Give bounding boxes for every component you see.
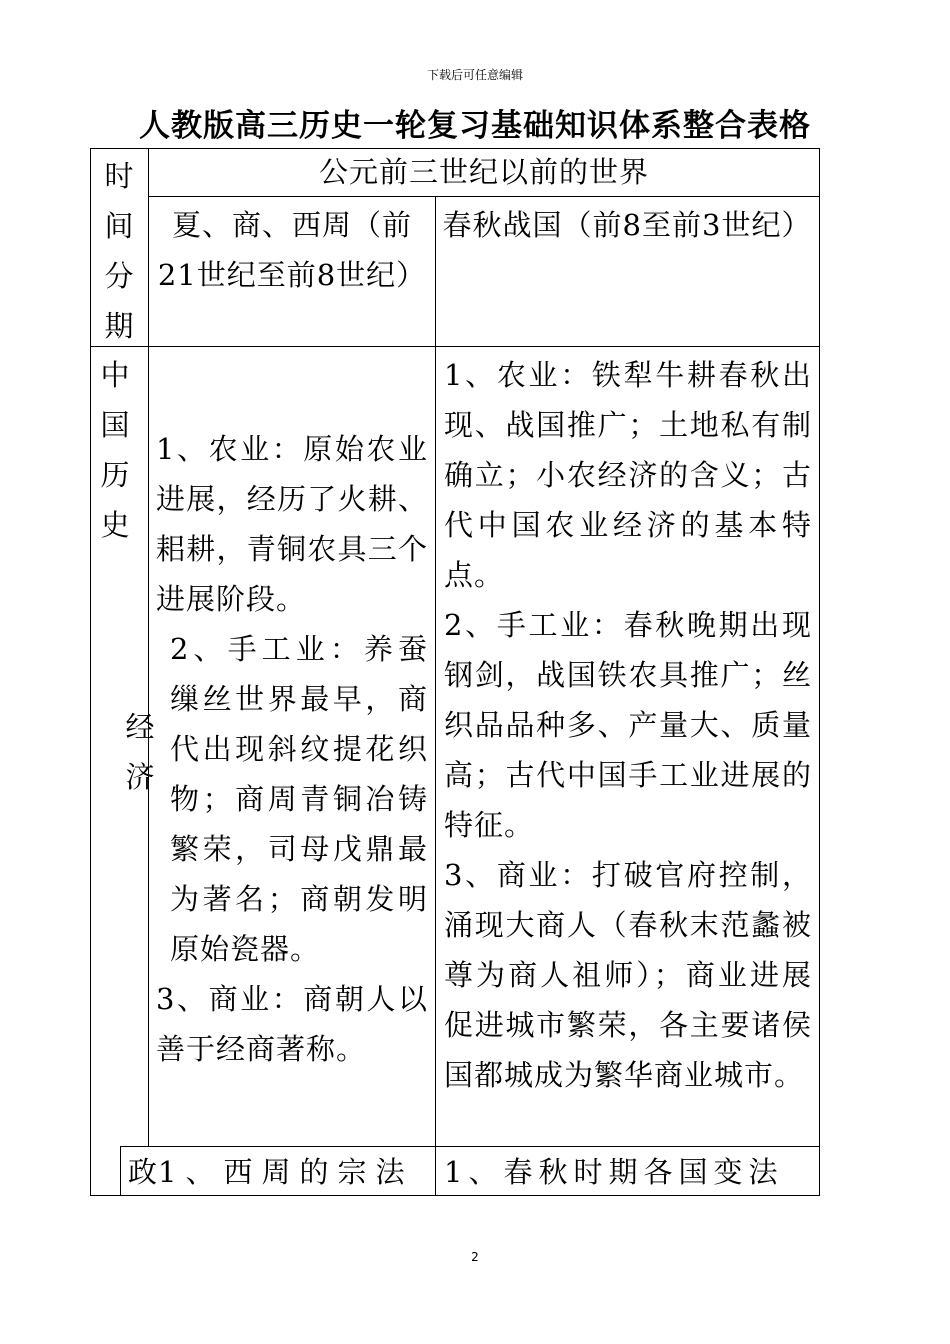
row-group-china-history: [100, 350, 130, 550]
page-number: 2: [471, 1250, 479, 1264]
col1-header: 夏、商、西周（前21世纪至前8世纪）: [157, 208, 427, 292]
knowledge-table: [90, 148, 820, 1196]
table-border-left: [90, 148, 91, 1196]
economy-spring-autumn-warring-states: [444, 350, 812, 1100]
economy-label-text: 经济: [125, 710, 155, 794]
table-line-era: [148, 196, 820, 197]
document-title: 人教版高三历史一轮复习基础知识体系整合表格: [139, 108, 811, 144]
table-line-group: [120, 1146, 121, 1196]
economy-col2-item: 1、农业：铁犁牛耕春秋出现、战国推广；土地私有制确立；小农经济的含义；古代中国农业经济的基本特点。: [444, 358, 812, 592]
economy-col1-item: 2、手工业：养蚕缫丝世界最早，商代出现斜纹提花织物；商周青铜冶铸繁荣，司母戊鼎最为著名；商朝发明原始瓷器。: [170, 632, 428, 966]
politics-col1: 1、西周的宗法: [158, 1155, 414, 1189]
economy-xia-shang-zhou: [156, 424, 428, 1074]
row-group-text: 中国历史: [100, 358, 130, 542]
economy-col1-item: 1、农业：原始农业进展，经历了火耕、耜耕，青铜农具三个进展阶段。: [156, 432, 428, 616]
politics-col2: 1、春秋时期各国变法: [444, 1155, 784, 1189]
period-header-text: 时间分期: [104, 159, 134, 343]
table-border-right: [819, 148, 820, 1196]
economy-col2-item: 2、手工业：春秋晚期出现钢剑，战国铁农具推广；丝织品品种多、产量大、质量高；古代中国手工业进展的特征。: [444, 608, 812, 842]
col2-header: 春秋战国（前8至前3世纪）: [442, 208, 812, 242]
table-line-period: [148, 148, 149, 1146]
era-header: 公元前三世纪以前的世界: [318, 155, 649, 189]
table-line-header-bottom: [90, 346, 820, 347]
period-header: [99, 151, 139, 351]
politics-label: 政: [128, 1155, 159, 1189]
page-header: 下载后可任意编辑: [426, 68, 523, 82]
table-line-col-divider: [435, 196, 436, 1196]
economy-col2-item: 3、商业：打破官府控制，涌现大商人（春秋末范蠡被尊为商人祖师）；商业进展促进城市繁荣，各主要诸侯国都城成为繁华商业城市。: [444, 858, 812, 1092]
economy-label: [125, 702, 155, 802]
economy-col1-item: 3、商业：商朝人以善于经商著称。: [156, 982, 428, 1066]
